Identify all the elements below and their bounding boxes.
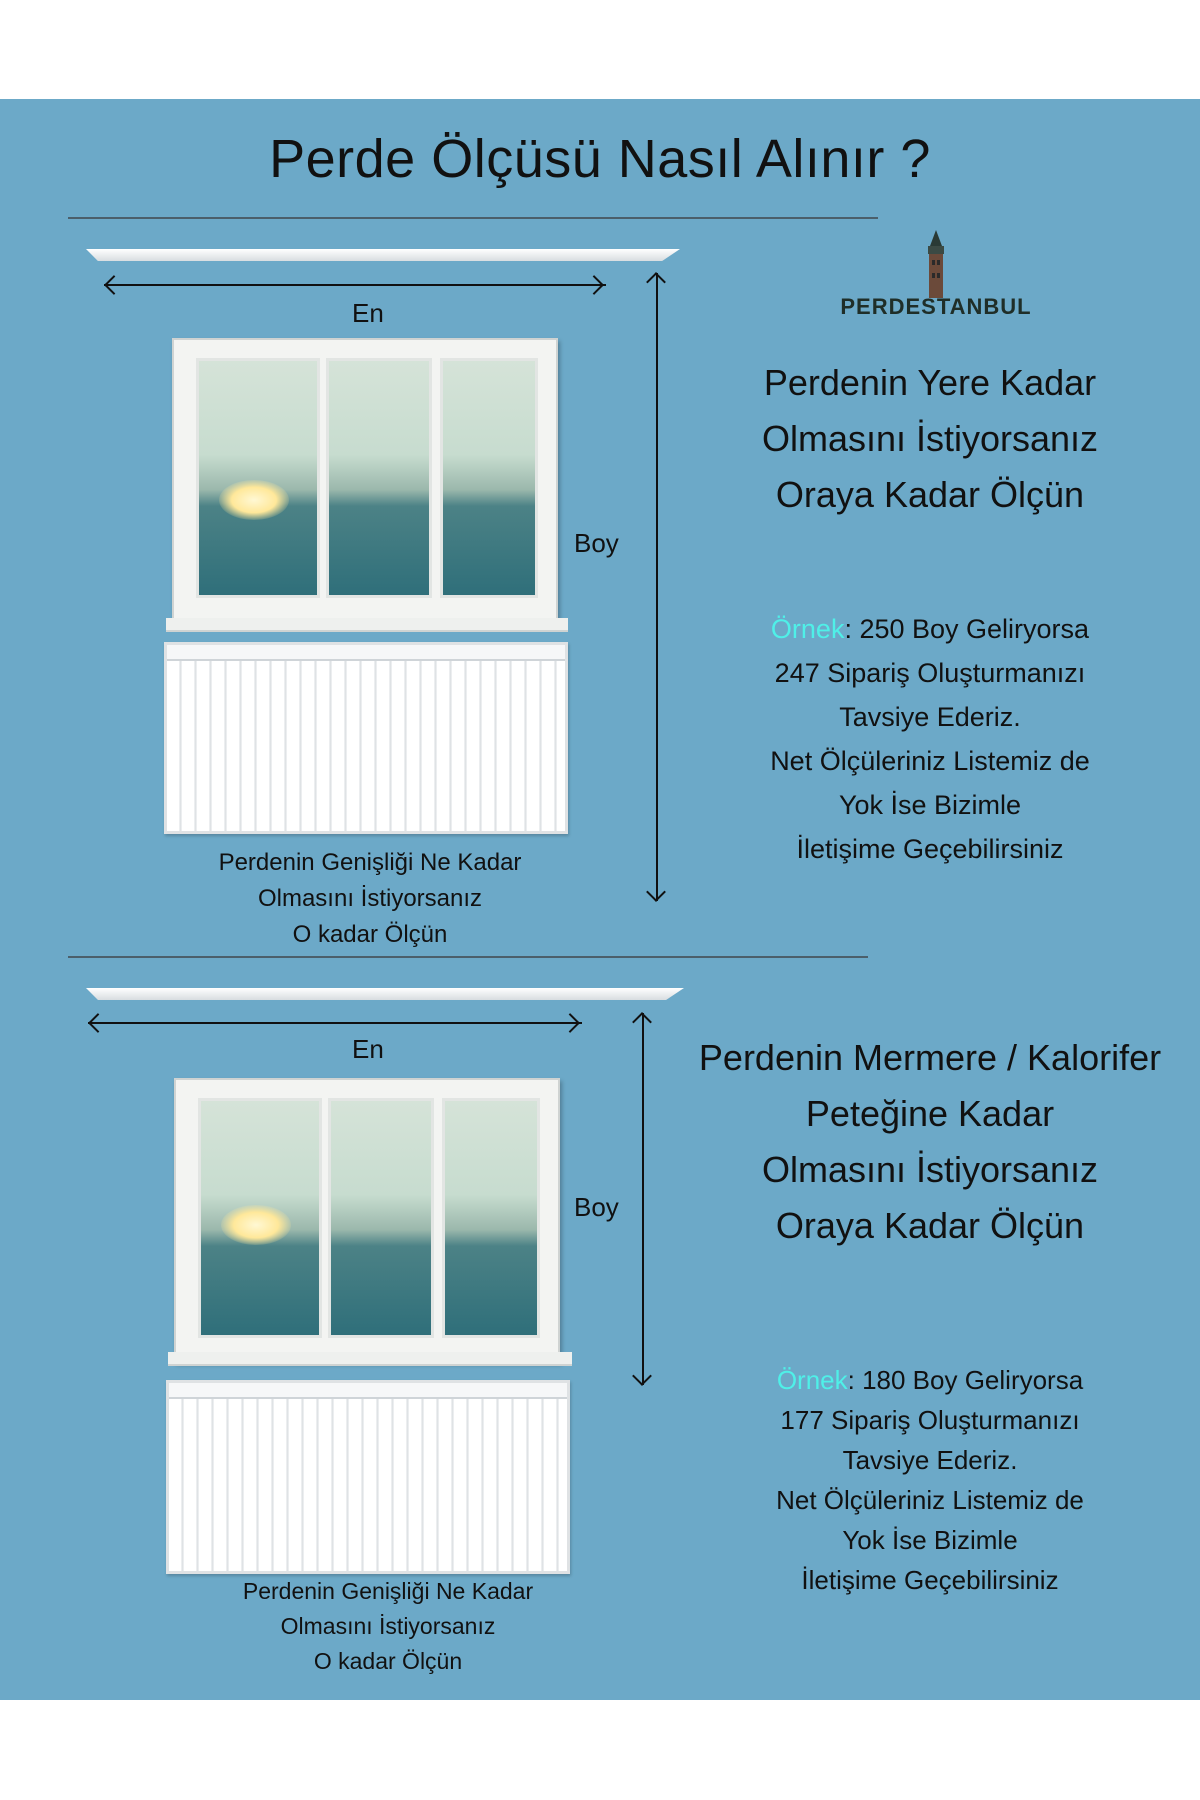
window-pane: [442, 1098, 540, 1338]
height-label-2: Boy: [574, 1192, 619, 1222]
brand-logo: [836, 228, 1036, 328]
caption-line: Olmasını İstiyorsanız: [280, 1613, 496, 1639]
sun-reflection: [219, 480, 289, 520]
window-sill-1: [166, 618, 568, 632]
height-arrow-1: [656, 273, 658, 901]
heading-line: Olmasını İstiyorsanız: [761, 418, 1099, 459]
window-pane: [326, 358, 432, 598]
caption-line: O kadar Ölçün: [313, 1648, 463, 1674]
window-illustration-2: [174, 1078, 560, 1362]
info-line: İletişime Geçebilirsiniz: [796, 834, 1064, 864]
heading-line: Peteğine Kadar: [805, 1093, 1055, 1134]
example-text: : 180 Boy Geliryorsa: [847, 1365, 1084, 1395]
floor-length-heading: [700, 355, 1160, 523]
window-illustration-1: [172, 338, 558, 622]
example-text: : 250 Boy Geliryorsa: [844, 614, 1090, 644]
radiator-1: [164, 642, 568, 834]
window-sill-2: [168, 1352, 572, 1366]
caption-line: Perdenin Genişliği Ne Kadar: [218, 849, 522, 876]
info-line: İletişime Geçebilirsiniz: [801, 1565, 1059, 1595]
caption-line: Olmasını İstiyorsanız: [257, 885, 483, 912]
window-pane: [328, 1098, 434, 1338]
heading-line: Oraya Kadar Ölçün: [775, 1205, 1085, 1246]
info-line: Yok İse Bizimle: [838, 790, 1022, 820]
info-line: 247 Sipariş Oluşturmanızı: [774, 658, 1086, 688]
radiator-2: [166, 1380, 570, 1574]
info-line: Net Ölçüleriniz Listemiz de: [776, 1485, 1084, 1515]
curtain-rod-2: [86, 988, 684, 1000]
page-title: Perde Ölçüsü Nasıl Alınır ?: [269, 129, 931, 189]
info-line: 177 Sipariş Oluşturmanızı: [780, 1405, 1080, 1435]
info-line: Yok İse Bizimle: [842, 1525, 1018, 1555]
width-arrow-1: [104, 284, 606, 286]
curtain-rod-1: [86, 249, 680, 261]
example-info-2: [700, 1360, 1160, 1600]
radiator-length-heading: [672, 1030, 1188, 1254]
example-info-1: [700, 607, 1160, 871]
heading-line: Oraya Kadar Ölçün: [775, 474, 1085, 515]
example-keyword: Örnek: [776, 1365, 848, 1395]
width-arrow-2: [88, 1022, 582, 1024]
title-divider: [68, 217, 878, 219]
width-label-1: En: [352, 298, 384, 328]
caption-line: Perdenin Genişliği Ne Kadar: [242, 1578, 534, 1604]
window-pane: [196, 358, 320, 598]
info-line: Tavsiye Ederiz.: [839, 702, 1021, 732]
galata-tower-icon: [836, 228, 1036, 298]
brand-name: PERDESTANBUL: [840, 294, 1032, 319]
example-line: [700, 1360, 1160, 1400]
heading-line: Perdenin Yere Kadar: [763, 362, 1097, 403]
height-label-1: Boy: [574, 528, 619, 558]
caption-line: O kadar Ölçün: [292, 921, 448, 948]
info-line: Net Ölçüleriniz Listemiz de: [770, 746, 1090, 776]
info-line: Tavsiye Ederiz.: [842, 1445, 1018, 1475]
example-keyword: Örnek: [770, 614, 845, 644]
section-divider: [68, 956, 868, 958]
height-arrow-2: [642, 1013, 644, 1385]
width-caption-1: [170, 845, 570, 953]
heading-line: Olmasını İstiyorsanız: [761, 1149, 1099, 1190]
width-caption-2: [188, 1574, 588, 1679]
sun-reflection: [221, 1205, 291, 1245]
window-pane: [440, 358, 538, 598]
example-line: [700, 607, 1160, 651]
width-label-2: En: [352, 1034, 384, 1064]
heading-line: Perdenin Mermere / Kalorifer: [698, 1037, 1162, 1078]
